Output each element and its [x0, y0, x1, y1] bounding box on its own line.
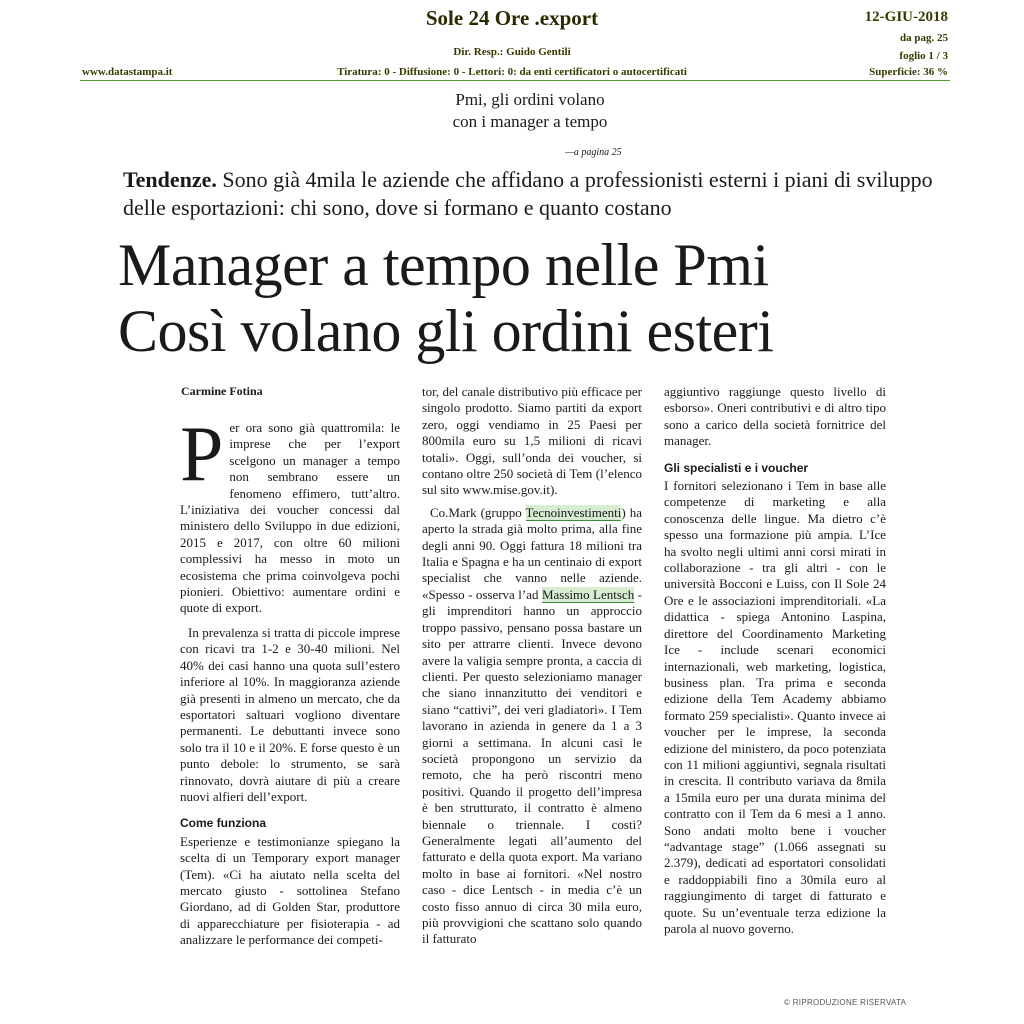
subheading-come-funziona: Come funziona: [180, 816, 266, 831]
newspaper-source: Sole 24 Ore .export: [425, 6, 599, 30]
subheading-specialisti-voucher: Gli specialisti e i voucher: [664, 460, 809, 475]
drop-cap: P: [180, 410, 224, 497]
kicker-text: Sono già 4mila le aziende che affidano a professionisti esterni i piani di sviluppo delle esportazioni: chi sono, dove si formano e quanto costano: [123, 167, 933, 220]
teaser-line-1: Pmi, gli ordini volano: [455, 90, 605, 109]
col1-paragraph-3: Esperienze e testimonianze spiegano la scelta di un Temporary export manager (Tem). «Ci ha aiutato nella scelta del mercato giusto - sottolinea Stefano Giordano, ad di Golden Star, produttore di apparecchiature per fisioterapia - ad analizzare le performance dei competi-: [180, 833, 400, 948]
article-kicker: [123, 166, 943, 222]
article-headline: [118, 232, 998, 364]
circulation-info: Tiratura: 0 - Diffusione: 0 - Lettori: 0: da enti certificatori o autocertificati: [337, 66, 687, 78]
highlight-massimo-lentsch[interactable]: Massimo Lentsch: [541, 586, 635, 602]
publication-date: 12-GIU-2018: [864, 9, 948, 25]
article-column-3: [664, 384, 886, 937]
header-divider: [80, 80, 950, 81]
article-column-1: [180, 410, 400, 949]
headline-line-1: Manager a tempo nelle Pmi: [118, 232, 769, 298]
highlight-tecnoinvestimenti[interactable]: Tecnoinvestimenti: [525, 504, 622, 520]
teaser-line-2: con i manager a tempo: [452, 112, 608, 131]
copyright-notice: © RIPRODUZIONE RISERVATA: [784, 998, 907, 1007]
col1-paragraph-1: er ora sono già quattromila: le imprese che per l’export scelgono un manager a tempo non sembrano essere un fenomeno effimero, tutt’altro. L’iniziativa dei voucher concessi dal ministero dello Sviluppo in due edizioni, 2015 e 2017, con oltre 60 milioni complessivi ha messo in moto un ecosistema che prima coinvolgeva pochi pionieri. Obiettivo: aumentare ordini e quote di export.: [180, 420, 400, 616]
sheet-ref: foglio 1 / 3: [899, 50, 948, 62]
col2-paragraph-1: tor, del canale distributivo più efficace per singolo prodotto. Siamo partiti da export zero, oggi vendiamo in 25 Paesi per 800mila euro su 1,5 milioni di ricavi totali». Oggi, sull’onda dei voucher, si contano oltre 250 società di Tem (l’elenco sul sito www.mise.gov.it).: [422, 384, 642, 498]
col1-paragraph-2: In prevalenza si tratta di piccole imprese con ricavi tra 1-2 e 30-40 milioni. Nel 40% dei casi hanno una quota sull’estero inferiore al 10%. In maggioranza aziende già presenti in almeno un mercato, che da esportatori saltuari vogliono diventare permanenti. Le debuttanti invece sono solo tra il 10 e il 20%. E forse questo è un punto debole: lo strumento, se sarà rinnovato, dovrà aiutare di più a creare nuovi alfieri dell’export.: [180, 624, 400, 804]
kicker-label: Tendenze.: [123, 167, 217, 192]
director-line: Dir. Resp.: Guido Gentili: [453, 46, 571, 58]
surface-info: Superficie: 36 %: [869, 66, 948, 78]
col2-paragraph-2: Co.Mark (gruppo Tecnoinvestimenti) ha aperto la strada già molto prima, alla fine degli anni 90. Oggi fattura 18 milioni tra Italia e Spagna e ha un centinaio di export specialist che vanno nelle aziende. «Spesso - osserva l’ad Massimo Lentsch - gli imprenditori hanno un approccio troppo passivo, pensano possa bastare un sito per attrarre clienti. Invece devono avere la valigia sempre pronta, a caccia di clienti. Per questo selezioniamo manager che siano innanzitutto dei venditori e siano “cattivi”, dei veri gladiatori». I Tem lavorano in azienda in genere da 1 a 3 giorni a settimana. In alcuni casi le società propongono un servizio da remoto, che ha però riscontri meno positivi. Quando il progetto dell’impresa è ben strutturato, il contratto è almeno biennale o triennale. I costi? Generalmente legati all’aumento del fatturato e della quota export. Ma variano molto in base ai fornitori. «Nel nostro caso - dice Lentsch - in media c’è un costo fisso annuo di circa 30 mila euro, più provvigioni che scattano solo quando il fatturato: [422, 504, 642, 947]
col3-paragraph-1: aggiuntivo raggiunge questo livello di esborso». Oneri contributivi e di altro tipo sono a carico della società fornitrice del manager.: [664, 384, 886, 449]
website-link[interactable]: www.datastampa.it: [82, 66, 173, 78]
headline-line-2: Così volano gli ordini esteri: [118, 298, 774, 364]
pages-ref: da pag. 25: [900, 32, 948, 44]
teaser-page-ref: —a pagina 25: [565, 147, 622, 158]
col3-paragraph-2: I fornitori selezionano i Tem in base alle competenze di marketing e alla conoscenza delle lingue. Ma dietro c’è spesso una formazione più ampia. L’Ice ha svolto negli ultimi anni corsi mirati in collaborazione - tra gli altri - con le università Bocconi e Luiss, con Il Sole 24 Ore e le associazioni imprenditoriali. «La didattica - spiega Antonino Laspina, direttore del Coordinamento Marketing Ice - include scenari economici internazionali, web marketing, logistica, business plan. Tra prima e seconda edizione della Tem Academy abbiamo formato 259 specialisti». Quanto invece ai voucher per le imprese, la seconda edizione del ministero, da poco potenziata con 11 milioni aggiuntivi, segnala risultati in crescita. Il contributo variava da 8mila a 15mila euro per una durata minima del contratto con il Tem da 6 mesi a 1 anno. Sono andati molto bene i voucher “advantage stage” (1.066 assegnati su 2.379), dedicati ad esportatori consolidati e raddoppiabili fino a 30mila euro al raggiungimento di target di fatturato e quote. Su un’eventuale terza edizione la parola al nuovo governo.: [664, 478, 886, 936]
author-byline: Carmine Fotina: [181, 384, 263, 398]
article-column-2: [422, 384, 642, 948]
front-teaser: [380, 89, 680, 133]
